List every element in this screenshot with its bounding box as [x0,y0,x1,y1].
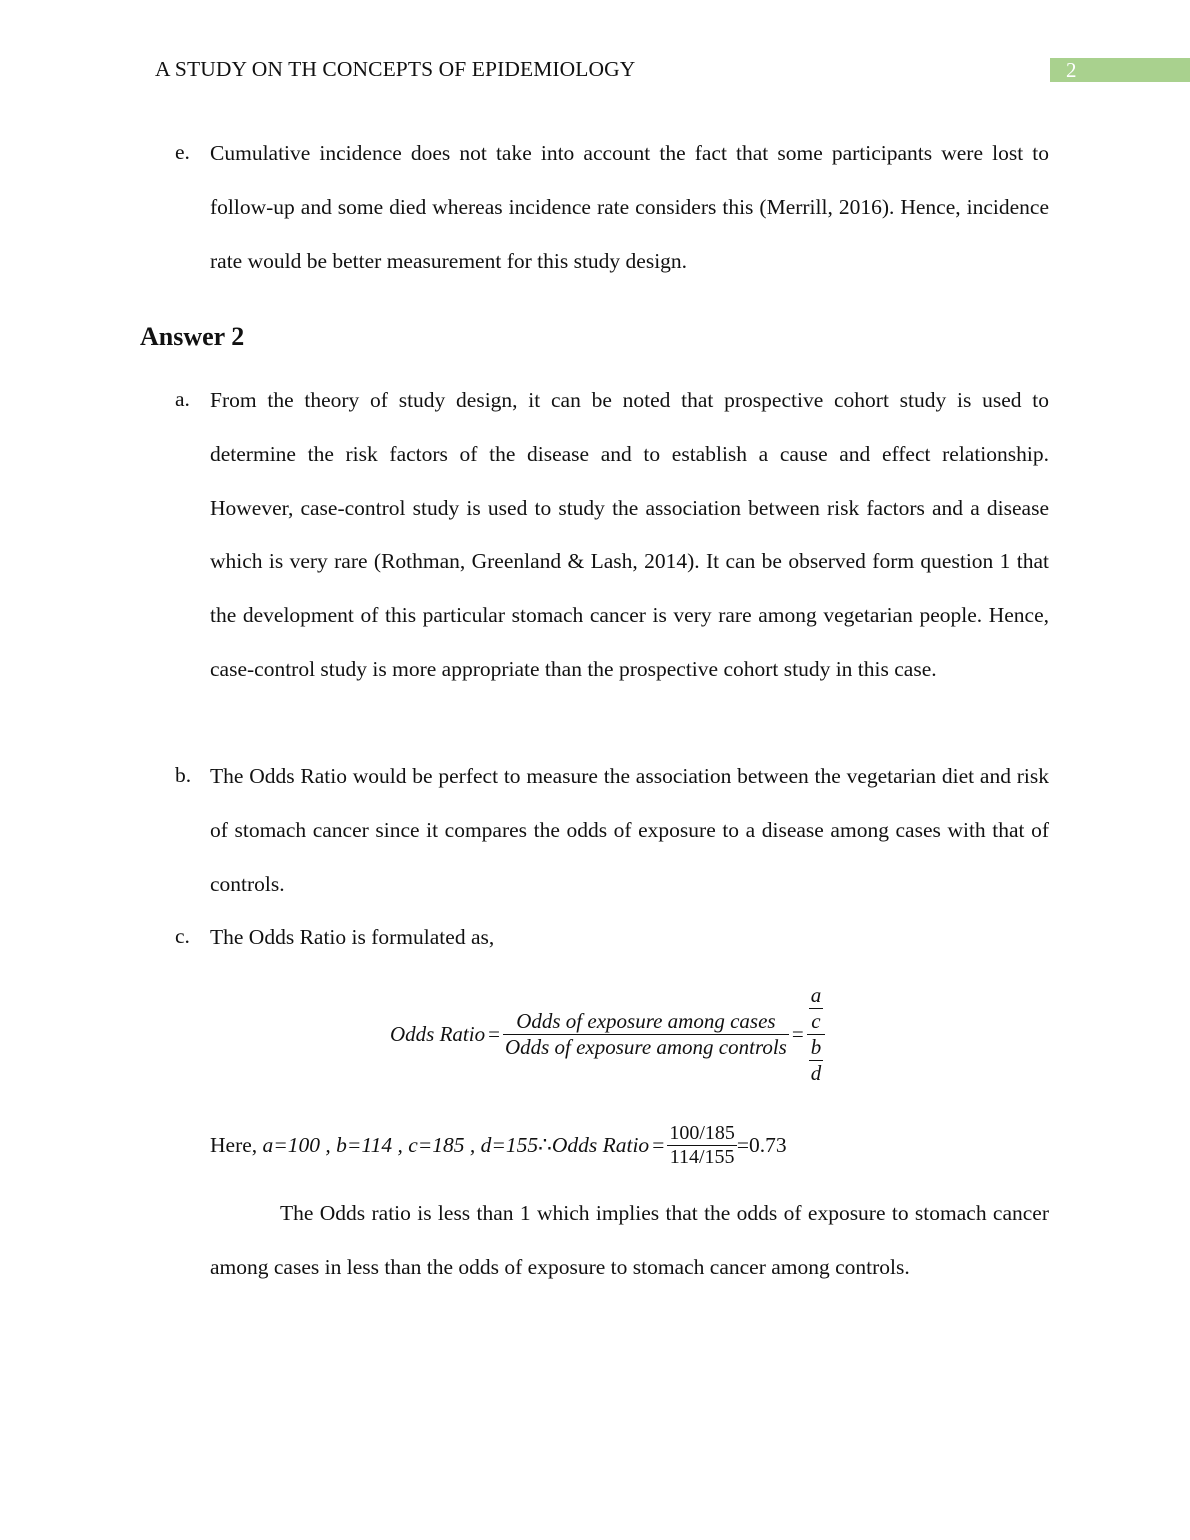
fraction-b-over-d [809,1035,824,1086]
calc-equals: = [652,1132,665,1157]
calc-here: Here, [210,1132,258,1157]
formula-denominator: Odds of exposure among controls [504,1034,787,1059]
var-a: a [810,982,822,1007]
var-b: b [810,1034,822,1059]
calculation-line [210,1117,787,1173]
calc-denominator: 114/155 [669,1145,735,1168]
formula-fraction [503,1009,789,1060]
formula-equals: = [488,1021,500,1046]
formula-bottom-fraction [807,1035,826,1086]
calc-fraction [667,1122,737,1169]
list-marker: a. [175,387,190,411]
list-item-text: The Odds Ratio would be perfect to measure the association between the vegetarian diet and risk of stomach cancer since it compares the odds of exposure to a disease among cases with that of controls. [210,764,1049,896]
list-marker: c. [175,924,190,948]
calc-numerator: 100/185 [669,1121,735,1144]
running-header-title: A STUDY ON TH CONCEPTS OF EPIDEMIOLOGY [155,57,636,81]
calc-lhs: Odds Ratio [551,1132,650,1157]
var-c: c [811,1008,821,1033]
formula-top-fraction [807,983,826,1035]
page-number-badge: 2 [1050,58,1190,82]
list-item-text: The Odds Ratio is formulated as, [210,925,495,949]
conclusion-paragraph: The Odds ratio is less than 1 which implies that the odds of exposure to stomach cancer among cases in less than the odds of exposure to stomach cancer among controls. [210,1201,1049,1279]
list-item-text: From the theory of study design, it can be noted that prospective cohort study is used to determine the risk factors of the disease and to establish a cause and effect relationship. However, case-control study is used to study the association between risk factors and a disease which is very rare (Rothman, Greenland & Lash, 2014). It can be observed form question 1 that the development of this particular stomach cancer is very rare among vegetarian people. Hence, case-control study is more appropriate than the prospective cohort study in this case. [210,388,1049,681]
list-marker: e. [175,140,190,164]
calc-therefore: ∴ [538,1132,552,1157]
odds-ratio-formula [390,978,825,1090]
fraction-a-over-c [809,983,824,1034]
formula-equals-2: = [791,1021,804,1046]
list-marker: b. [175,763,192,787]
formula-compound-fraction [807,983,826,1086]
calc-result: =0.73 [736,1132,787,1157]
formula-lhs: Odds Ratio [390,1021,486,1046]
list-item-text: Cumulative incidence does not take into account the fact that some participants were lost to follow-up and some died whereas incidence rate considers this (Merrill, 2016). Hence, incidence rate would be better measurement for this study design. [210,141,1049,273]
var-d: d [810,1060,822,1085]
formula-numerator: Odds of exposure among cases [503,1009,789,1035]
calc-values: a=100 , b=114 , c=185 , d=155 [262,1132,539,1157]
answer-heading: Answer 2 [140,322,245,351]
